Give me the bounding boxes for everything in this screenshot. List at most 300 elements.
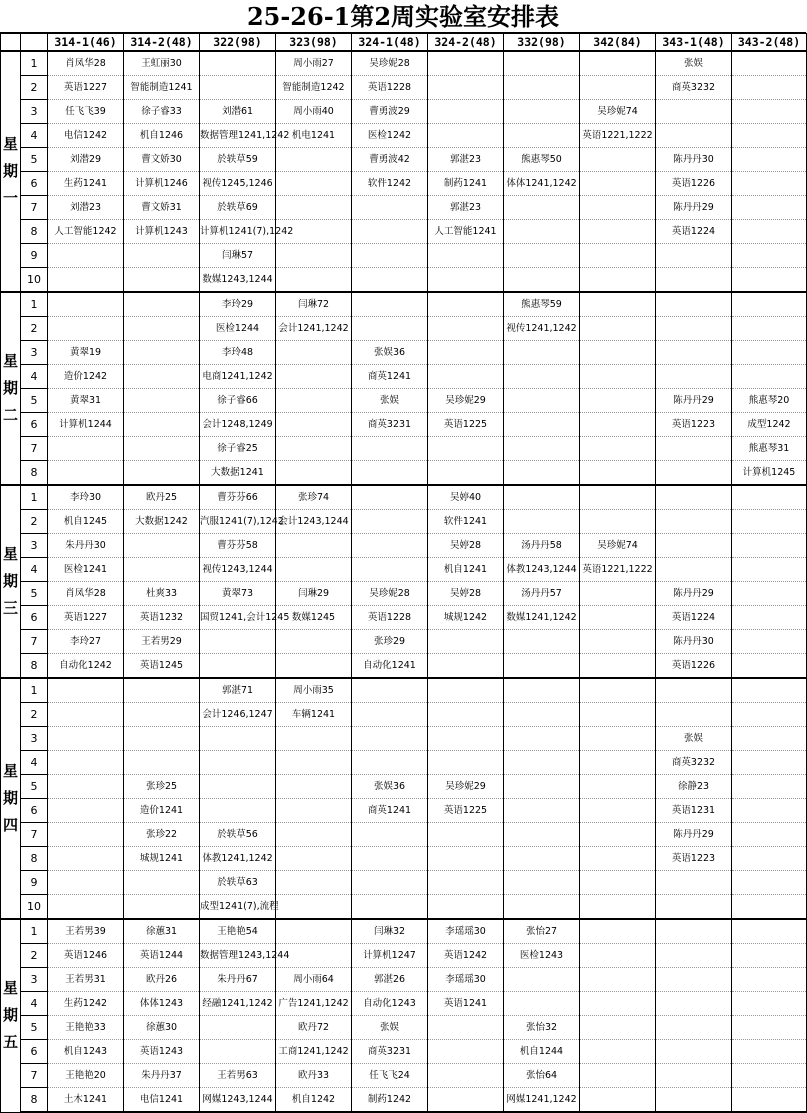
schedule-cell: 王艳艳20: [48, 1064, 124, 1088]
table-row: [1, 172, 807, 196]
schedule-cell: [48, 292, 124, 317]
schedule-cell: [580, 847, 656, 871]
schedule-cell: [124, 437, 200, 461]
schedule-cell: [276, 244, 352, 268]
schedule-cell: [732, 847, 807, 871]
schedule-cell: [732, 292, 807, 317]
schedule-cell: [504, 437, 580, 461]
schedule-cell: [580, 799, 656, 823]
schedule-cell: [124, 727, 200, 751]
schedule-cell: [580, 992, 656, 1016]
schedule-cell: 汤丹丹57: [504, 582, 580, 606]
schedule-cell: [428, 268, 504, 293]
schedule-cell: [504, 100, 580, 124]
schedule-cell: [428, 292, 504, 317]
schedule-cell: [732, 968, 807, 992]
schedule-cell: 大数据1242: [124, 510, 200, 534]
schedule-cell: 曹勇波42: [352, 148, 428, 172]
schedule-cell: 陈丹丹30: [656, 148, 732, 172]
schedule-cell: [48, 317, 124, 341]
schedule-cell: [428, 1064, 504, 1088]
schedule-cell: 张娱: [352, 389, 428, 413]
column-header: 314-2(48): [124, 34, 200, 52]
table-row: [1, 919, 807, 944]
schedule-cell: [656, 992, 732, 1016]
period-number: 10: [21, 895, 48, 920]
schedule-cell: [48, 895, 124, 920]
schedule-cell: [276, 630, 352, 654]
schedule-cell: [732, 244, 807, 268]
schedule-cell: [504, 244, 580, 268]
schedule-cell: 闫琳57: [200, 244, 276, 268]
schedule-cell: 刘潜61: [200, 100, 276, 124]
schedule-cell: [732, 196, 807, 220]
schedule-cell: 王若男39: [48, 919, 124, 944]
schedule-cell: 英语1223: [656, 847, 732, 871]
schedule-cell: 英语1244: [124, 944, 200, 968]
column-header: 343-2(48): [732, 34, 807, 52]
schedule-cell: 闫琳29: [276, 582, 352, 606]
schedule-cell: 机自1246: [124, 124, 200, 148]
schedule-cell: 杜爽33: [124, 582, 200, 606]
schedule-cell: 张娱: [352, 1016, 428, 1040]
schedule-cell: [656, 895, 732, 920]
period-number: 7: [21, 1064, 48, 1088]
schedule-cell: 机自1244: [504, 1040, 580, 1064]
schedule-cell: [504, 76, 580, 100]
table-row: [1, 51, 807, 76]
schedule-body: [1, 51, 807, 1112]
schedule-cell: [428, 654, 504, 679]
schedule-cell: 李瑶瑶30: [428, 919, 504, 944]
period-number: 2: [21, 317, 48, 341]
schedule-cell: [504, 968, 580, 992]
schedule-cell: 商英1241: [352, 365, 428, 389]
schedule-cell: [580, 172, 656, 196]
schedule-cell: 英语1245: [124, 654, 200, 679]
schedule-cell: [656, 703, 732, 727]
schedule-cell: 欧丹72: [276, 1016, 352, 1040]
day-label: 星期二: [1, 292, 21, 485]
schedule-cell: [580, 703, 656, 727]
table-row: [1, 389, 807, 413]
schedule-cell: [732, 76, 807, 100]
schedule-cell: 人工智能1241: [428, 220, 504, 244]
schedule-cell: [504, 703, 580, 727]
schedule-cell: [580, 365, 656, 389]
schedule-cell: [276, 196, 352, 220]
schedule-cell: [580, 437, 656, 461]
schedule-cell: 朱丹丹67: [200, 968, 276, 992]
schedule-cell: 吴珍妮74: [580, 534, 656, 558]
schedule-cell: [276, 871, 352, 895]
schedule-cell: 自动化1243: [352, 992, 428, 1016]
period-number: 4: [21, 365, 48, 389]
period-number: 1: [21, 292, 48, 317]
table-row: [1, 292, 807, 317]
schedule-cell: 机自1243: [48, 1040, 124, 1064]
schedule-cell: 刘潜23: [48, 196, 124, 220]
schedule-cell: [732, 485, 807, 510]
day-label: 星期三: [1, 485, 21, 678]
schedule-cell: [200, 630, 276, 654]
schedule-cell: 曹文娇31: [124, 196, 200, 220]
schedule-cell: 体体1243: [124, 992, 200, 1016]
table-row: [1, 582, 807, 606]
schedule-cell: [124, 558, 200, 582]
schedule-cell: [732, 341, 807, 365]
period-number: 7: [21, 437, 48, 461]
schedule-cell: 熊惠琴59: [504, 292, 580, 317]
period-number: 10: [21, 268, 48, 293]
table-row: [1, 654, 807, 679]
schedule-cell: 吴婷28: [428, 582, 504, 606]
schedule-cell: 张娱36: [352, 775, 428, 799]
schedule-cell: [580, 461, 656, 486]
schedule-cell: [124, 389, 200, 413]
period-number: 6: [21, 606, 48, 630]
period-number: 3: [21, 727, 48, 751]
schedule-cell: [48, 775, 124, 799]
table-row: [1, 727, 807, 751]
schedule-cell: [504, 727, 580, 751]
schedule-cell: 郭湛23: [428, 148, 504, 172]
schedule-cell: 机自1241: [428, 558, 504, 582]
schedule-cell: [580, 244, 656, 268]
schedule-cell: [504, 196, 580, 220]
schedule-cell: [732, 1016, 807, 1040]
schedule-cell: [732, 51, 807, 76]
schedule-cell: 英语1243: [124, 1040, 200, 1064]
schedule-cell: 曹芬芬66: [200, 485, 276, 510]
schedule-cell: [732, 100, 807, 124]
schedule-cell: 欧丹25: [124, 485, 200, 510]
schedule-cell: 英语1225: [428, 413, 504, 437]
period-number: 5: [21, 389, 48, 413]
period-number: 1: [21, 919, 48, 944]
schedule-cell: [580, 76, 656, 100]
schedule-cell: [124, 317, 200, 341]
schedule-cell: [352, 461, 428, 486]
schedule-cell: 商英3231: [352, 1040, 428, 1064]
schedule-cell: 计算机1246: [124, 172, 200, 196]
column-header: 323(98): [276, 34, 352, 52]
schedule-cell: 英语1228: [352, 606, 428, 630]
day-label: 星期四: [1, 678, 21, 919]
schedule-cell: 计算机1245: [732, 461, 807, 486]
schedule-cell: 於轶草56: [200, 823, 276, 847]
schedule-cell: [352, 678, 428, 703]
schedule-cell: [504, 992, 580, 1016]
table-row: [1, 365, 807, 389]
schedule-cell: [504, 51, 580, 76]
schedule-cell: [200, 1040, 276, 1064]
schedule-cell: 张怡64: [504, 1064, 580, 1088]
schedule-cell: [276, 751, 352, 775]
schedule-cell: [428, 823, 504, 847]
period-number: 6: [21, 1040, 48, 1064]
period-number: 8: [21, 847, 48, 871]
schedule-cell: 体教1241,1242: [200, 847, 276, 871]
period-number: 6: [21, 413, 48, 437]
schedule-cell: [200, 51, 276, 76]
schedule-cell: 计算机1247: [352, 944, 428, 968]
schedule-cell: 欧丹26: [124, 968, 200, 992]
period-number: 3: [21, 968, 48, 992]
table-row: [1, 317, 807, 341]
schedule-cell: 机电1241: [276, 124, 352, 148]
schedule-cell: 英语1225: [428, 799, 504, 823]
table-row: [1, 799, 807, 823]
schedule-cell: [732, 268, 807, 293]
schedule-cell: 汤丹丹58: [504, 534, 580, 558]
table-row: [1, 944, 807, 968]
period-number: 4: [21, 751, 48, 775]
schedule-cell: 造价1242: [48, 365, 124, 389]
schedule-cell: 张珍22: [124, 823, 200, 847]
column-header: 322(98): [200, 34, 276, 52]
table-row: [1, 76, 807, 100]
period-number: 9: [21, 871, 48, 895]
schedule-cell: 徐子睿66: [200, 389, 276, 413]
schedule-cell: 网媒1243,1244: [200, 1088, 276, 1113]
schedule-cell: [428, 317, 504, 341]
schedule-cell: [352, 485, 428, 510]
schedule-cell: 曹文娇30: [124, 148, 200, 172]
period-number: 4: [21, 124, 48, 148]
schedule-cell: [504, 365, 580, 389]
schedule-cell: [428, 847, 504, 871]
schedule-cell: 英语1221,1222: [580, 124, 656, 148]
schedule-cell: [428, 1040, 504, 1064]
table-row: [1, 485, 807, 510]
schedule-cell: [124, 534, 200, 558]
schedule-cell: [656, 510, 732, 534]
schedule-cell: [732, 606, 807, 630]
day-label: 星期五: [1, 919, 21, 1112]
schedule-cell: [428, 100, 504, 124]
schedule-cell: 国贸1241,会计1245: [200, 606, 276, 630]
schedule-cell: [504, 510, 580, 534]
schedule-cell: [352, 823, 428, 847]
schedule-cell: [732, 220, 807, 244]
schedule-cell: [276, 919, 352, 944]
schedule-cell: [276, 654, 352, 679]
schedule-cell: [276, 895, 352, 920]
schedule-cell: 数据管理1243,1244: [200, 944, 276, 968]
table-row: [1, 678, 807, 703]
schedule-cell: 视传1241,1242: [504, 317, 580, 341]
period-number: 3: [21, 341, 48, 365]
schedule-cell: 徐静23: [656, 775, 732, 799]
table-row: [1, 606, 807, 630]
schedule-cell: 商英3232: [656, 751, 732, 775]
schedule-cell: [580, 220, 656, 244]
schedule-cell: 计算机1243: [124, 220, 200, 244]
period-number: 5: [21, 148, 48, 172]
schedule-cell: 张珍25: [124, 775, 200, 799]
schedule-cell: [732, 703, 807, 727]
schedule-cell: 欧丹33: [276, 1064, 352, 1088]
schedule-cell: 会计1248,1249: [200, 413, 276, 437]
schedule-cell: [428, 1016, 504, 1040]
schedule-cell: [504, 654, 580, 679]
table-row: [1, 703, 807, 727]
schedule-cell: 吴婷28: [428, 534, 504, 558]
period-number: 6: [21, 172, 48, 196]
schedule-cell: 黄翠73: [200, 582, 276, 606]
schedule-cell: [276, 268, 352, 293]
schedule-cell: [200, 799, 276, 823]
schedule-cell: [656, 1040, 732, 1064]
schedule-cell: 英语1227: [48, 606, 124, 630]
period-number: 5: [21, 775, 48, 799]
schedule-cell: [276, 365, 352, 389]
schedule-cell: [504, 847, 580, 871]
schedule-cell: [352, 317, 428, 341]
schedule-cell: [276, 413, 352, 437]
schedule-cell: [276, 461, 352, 486]
schedule-cell: [504, 124, 580, 148]
schedule-cell: [48, 678, 124, 703]
table-row: [1, 220, 807, 244]
schedule-cell: 机自1242: [276, 1088, 352, 1113]
schedule-cell: [656, 461, 732, 486]
header-row: [1, 34, 807, 52]
schedule-cell: [48, 268, 124, 293]
schedule-cell: 工商1241,1242: [276, 1040, 352, 1064]
schedule-cell: [352, 847, 428, 871]
column-header: 343-1(48): [656, 34, 732, 52]
schedule-cell: 王若男29: [124, 630, 200, 654]
schedule-cell: 视传1243,1244: [200, 558, 276, 582]
schedule-cell: [580, 1088, 656, 1113]
schedule-cell: [352, 292, 428, 317]
schedule-cell: [504, 389, 580, 413]
schedule-cell: 张娱36: [352, 341, 428, 365]
schedule-cell: [428, 461, 504, 486]
schedule-cell: 肖凤华28: [48, 51, 124, 76]
schedule-cell: [276, 534, 352, 558]
schedule-cell: [428, 124, 504, 148]
schedule-cell: [580, 582, 656, 606]
schedule-cell: 於轶草59: [200, 148, 276, 172]
schedule-cell: 视传1245,1246: [200, 172, 276, 196]
schedule-cell: 智能制造1241: [124, 76, 200, 100]
schedule-cell: 王艳艳33: [48, 1016, 124, 1040]
schedule-cell: 张珍74: [276, 485, 352, 510]
schedule-cell: 张怡27: [504, 919, 580, 944]
table-row: [1, 871, 807, 895]
schedule-cell: 黄翠19: [48, 341, 124, 365]
page-title: 25-26-1第2周实验室安排表: [0, 0, 806, 33]
schedule-cell: [656, 124, 732, 148]
schedule-cell: 李玲29: [200, 292, 276, 317]
schedule-cell: 机自1245: [48, 510, 124, 534]
schedule-cell: [428, 871, 504, 895]
schedule-cell: [580, 727, 656, 751]
schedule-cell: [428, 727, 504, 751]
schedule-cell: [732, 148, 807, 172]
schedule-cell: 於轶草63: [200, 871, 276, 895]
schedule-cell: [656, 558, 732, 582]
schedule-cell: [428, 437, 504, 461]
table-row: [1, 461, 807, 486]
schedule-cell: [580, 751, 656, 775]
schedule-cell: [200, 1016, 276, 1040]
schedule-cell: 大数据1241: [200, 461, 276, 486]
schedule-cell: 熊惠琴20: [732, 389, 807, 413]
schedule-cell: 会计1243,1244: [276, 510, 352, 534]
schedule-cell: 王艳艳54: [200, 919, 276, 944]
table-row: [1, 1040, 807, 1064]
table-row: [1, 751, 807, 775]
schedule-cell: [732, 630, 807, 654]
schedule-cell: [580, 268, 656, 293]
schedule-cell: [504, 871, 580, 895]
schedule-cell: 经融1241,1242: [200, 992, 276, 1016]
schedule-cell: 人工智能1242: [48, 220, 124, 244]
schedule-cell: 电商1241,1242: [200, 365, 276, 389]
schedule-cell: [352, 510, 428, 534]
schedule-cell: 周小雨35: [276, 678, 352, 703]
period-number: 1: [21, 51, 48, 76]
schedule-cell: [352, 751, 428, 775]
period-number: 5: [21, 582, 48, 606]
schedule-cell: 商英3232: [656, 76, 732, 100]
schedule-cell: [580, 630, 656, 654]
schedule-cell: [48, 847, 124, 871]
schedule-cell: [124, 365, 200, 389]
schedule-cell: [428, 244, 504, 268]
schedule-cell: 吴珍妮28: [352, 51, 428, 76]
schedule-cell: [504, 678, 580, 703]
schedule-cell: 陈丹丹29: [656, 196, 732, 220]
schedule-cell: 陈丹丹30: [656, 630, 732, 654]
table-row: [1, 847, 807, 871]
schedule-cell: 英语1224: [656, 220, 732, 244]
table-row: [1, 437, 807, 461]
schedule-cell: 自动化1242: [48, 654, 124, 679]
schedule-cell: 曹芬芬58: [200, 534, 276, 558]
schedule-cell: 张珍29: [352, 630, 428, 654]
schedule-cell: 熊惠琴50: [504, 148, 580, 172]
schedule-cell: 城规1241: [124, 847, 200, 871]
schedule-cell: 吴珍妮29: [428, 775, 504, 799]
schedule-cell: 李玲30: [48, 485, 124, 510]
schedule-cell: [732, 895, 807, 920]
schedule-cell: [656, 292, 732, 317]
schedule-cell: 数媒1243,1244: [200, 268, 276, 293]
schedule-cell: [48, 437, 124, 461]
schedule-cell: [200, 727, 276, 751]
table-row: [1, 992, 807, 1016]
schedule-cell: [580, 895, 656, 920]
schedule-cell: [732, 510, 807, 534]
schedule-cell: 吴珍妮74: [580, 100, 656, 124]
schedule-cell: [580, 678, 656, 703]
schedule-cell: [124, 413, 200, 437]
schedule-cell: [276, 847, 352, 871]
schedule-cell: 制药1242: [352, 1088, 428, 1113]
column-header: 314-1(46): [48, 34, 124, 52]
schedule-cell: [200, 775, 276, 799]
period-number: 1: [21, 485, 48, 510]
schedule-cell: 自动化1241: [352, 654, 428, 679]
schedule-cell: 智能制造1242: [276, 76, 352, 100]
schedule-cell: [656, 871, 732, 895]
schedule-cell: [580, 317, 656, 341]
